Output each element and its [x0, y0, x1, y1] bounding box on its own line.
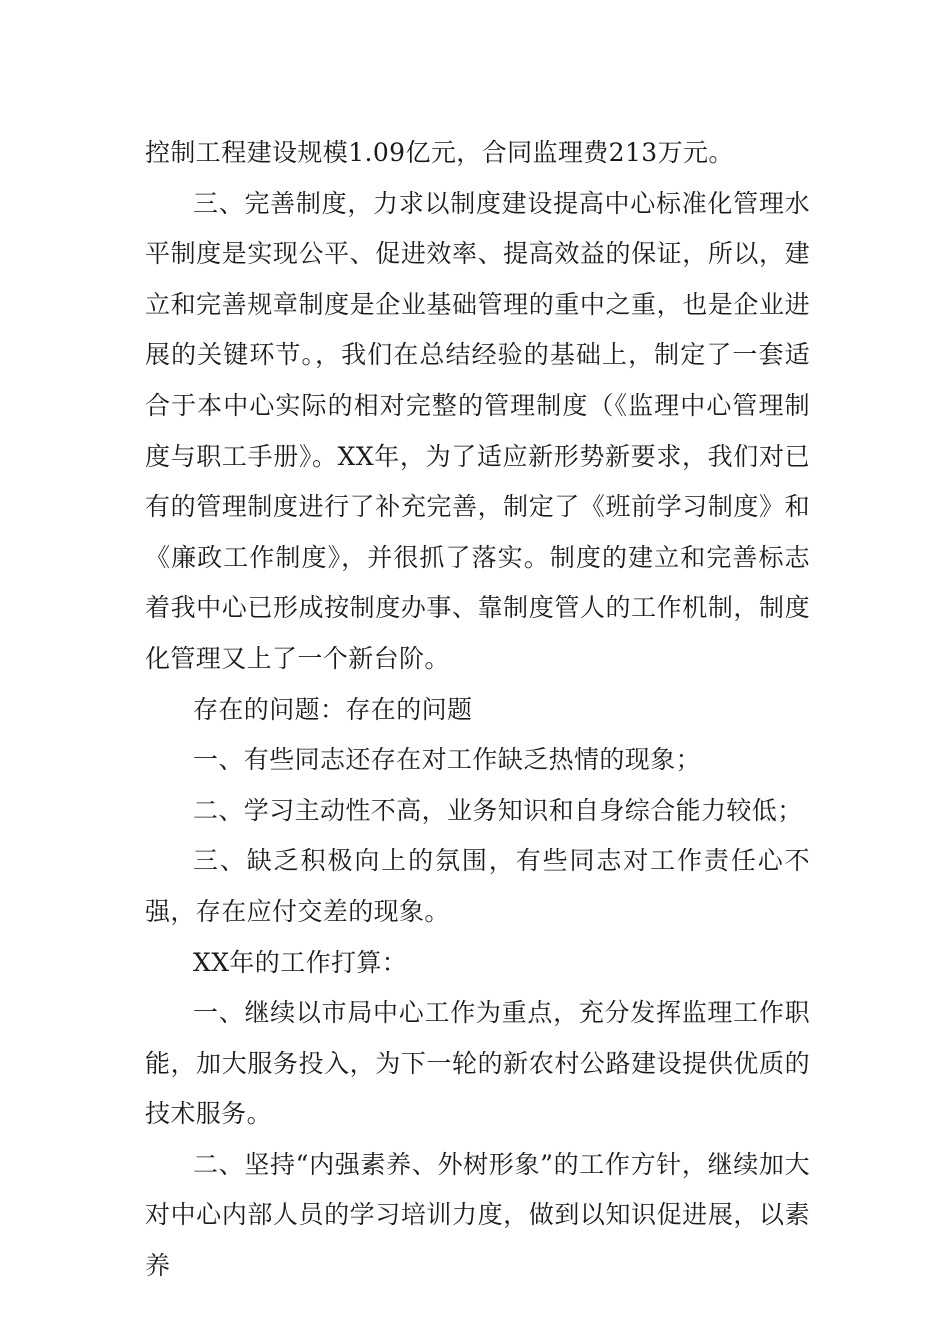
document-body: [145, 128, 810, 1292]
paragraph-6: 三、缺乏积极向上的氛围，有些同志对工作责任心不强，存在应付交差的现象。: [145, 846, 810, 926]
paragraph-7: XX年的工作打算：: [193, 947, 408, 977]
paragraph-8: 一、继续以市局中心工作为重点，充分发挥监理工作职能，加大服务投入，为下一轮的新农村公路建设提供优质的技术服务。: [145, 998, 810, 1129]
paragraph-5: 二、学习主动性不高，业务知识和自身综合能力较低；: [193, 795, 803, 825]
paragraph-1: 控制工程建设规模1.09亿元，合同监理费213万元。: [145, 138, 734, 167]
paragraph-9: 二、坚持“内强素养、外树形象”的工作方针，继续加大对中心内部人员的学习培训力度，做到以知识促进展，以素养: [145, 1149, 810, 1281]
paragraph-2: 三、完善制度，力求以制度建设提高中心标准化管理水平制度是实现公平、促进效率、提高效益的保证，所以，建立和完善规章制度是企业基础管理的重中之重，也是企业进展的关键环节。，我们在总结经验的基础上，制定了一套适合于本中心实际的相对完整的管理制度（《监理中心管理制度与职工手册》。XX年，为了适应新形势新要求，我们对已有的管理制度进行了补充完善，制定了《班前学习制度》和《廉政工作制度》，并很抓了落实。制度的建立和完善标志着我中心已形成按制度办事、靠制度管人的工作机制，制度化管理又上了一个新台阶。: [145, 188, 810, 673]
paragraph-4: 一、有些同志还存在对工作缺乏热情的现象；: [193, 745, 702, 775]
paragraph-3: 存在的问题：存在的问题: [193, 694, 473, 724]
